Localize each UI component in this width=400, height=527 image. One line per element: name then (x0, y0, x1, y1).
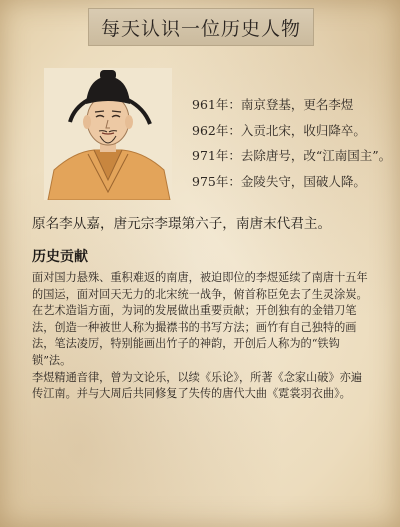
title-banner (88, 8, 314, 46)
intro-line: 原名李从嘉，唐元宗李璟第六子，南唐末代君主。 (32, 216, 332, 232)
contribution-text (32, 270, 372, 403)
timeline-item: 975年：金陵失守，国破人降。 (192, 173, 366, 189)
emperor-portrait-icon (44, 68, 172, 200)
timeline-list (192, 92, 392, 194)
timeline-item: 962年：入贡北宋，收归降卒。 (192, 122, 366, 138)
section-heading: 历史贡献 (32, 249, 88, 265)
contribution-paragraph: 在艺术造诣方面，为词的发展做出重要贡献；开创独有的金错刀笔法，创造一种被世人称为撮襟书的书写方法；画竹有自己独特的画法，笔法凌厉，特别能画出竹子的神韵，开创后人称为的“铁钩锁”法。 (32, 304, 357, 367)
page-title: 每天认识一位历史人物 (100, 17, 301, 40)
contribution-paragraph: 李煜精通音律，曾为文论乐，以续《乐论》，所著《念家山破》亦遍传江南。并与大周后共同修复了失传的唐代大曲《霓裳羽衣曲》。 (32, 370, 363, 401)
timeline-item: 961年：南京登基，更名李煜 (192, 97, 354, 112)
timeline-item: 971年：去除唐号，改“江南国主”。 (192, 148, 392, 163)
contribution-paragraph: 面对国力悬殊、重积难返的南唐，被迫即位的李煜延续了南唐十五年的国运，面对回天无力的北宋统一战争，俯首称臣免去了生灵涂炭。 (32, 271, 368, 301)
